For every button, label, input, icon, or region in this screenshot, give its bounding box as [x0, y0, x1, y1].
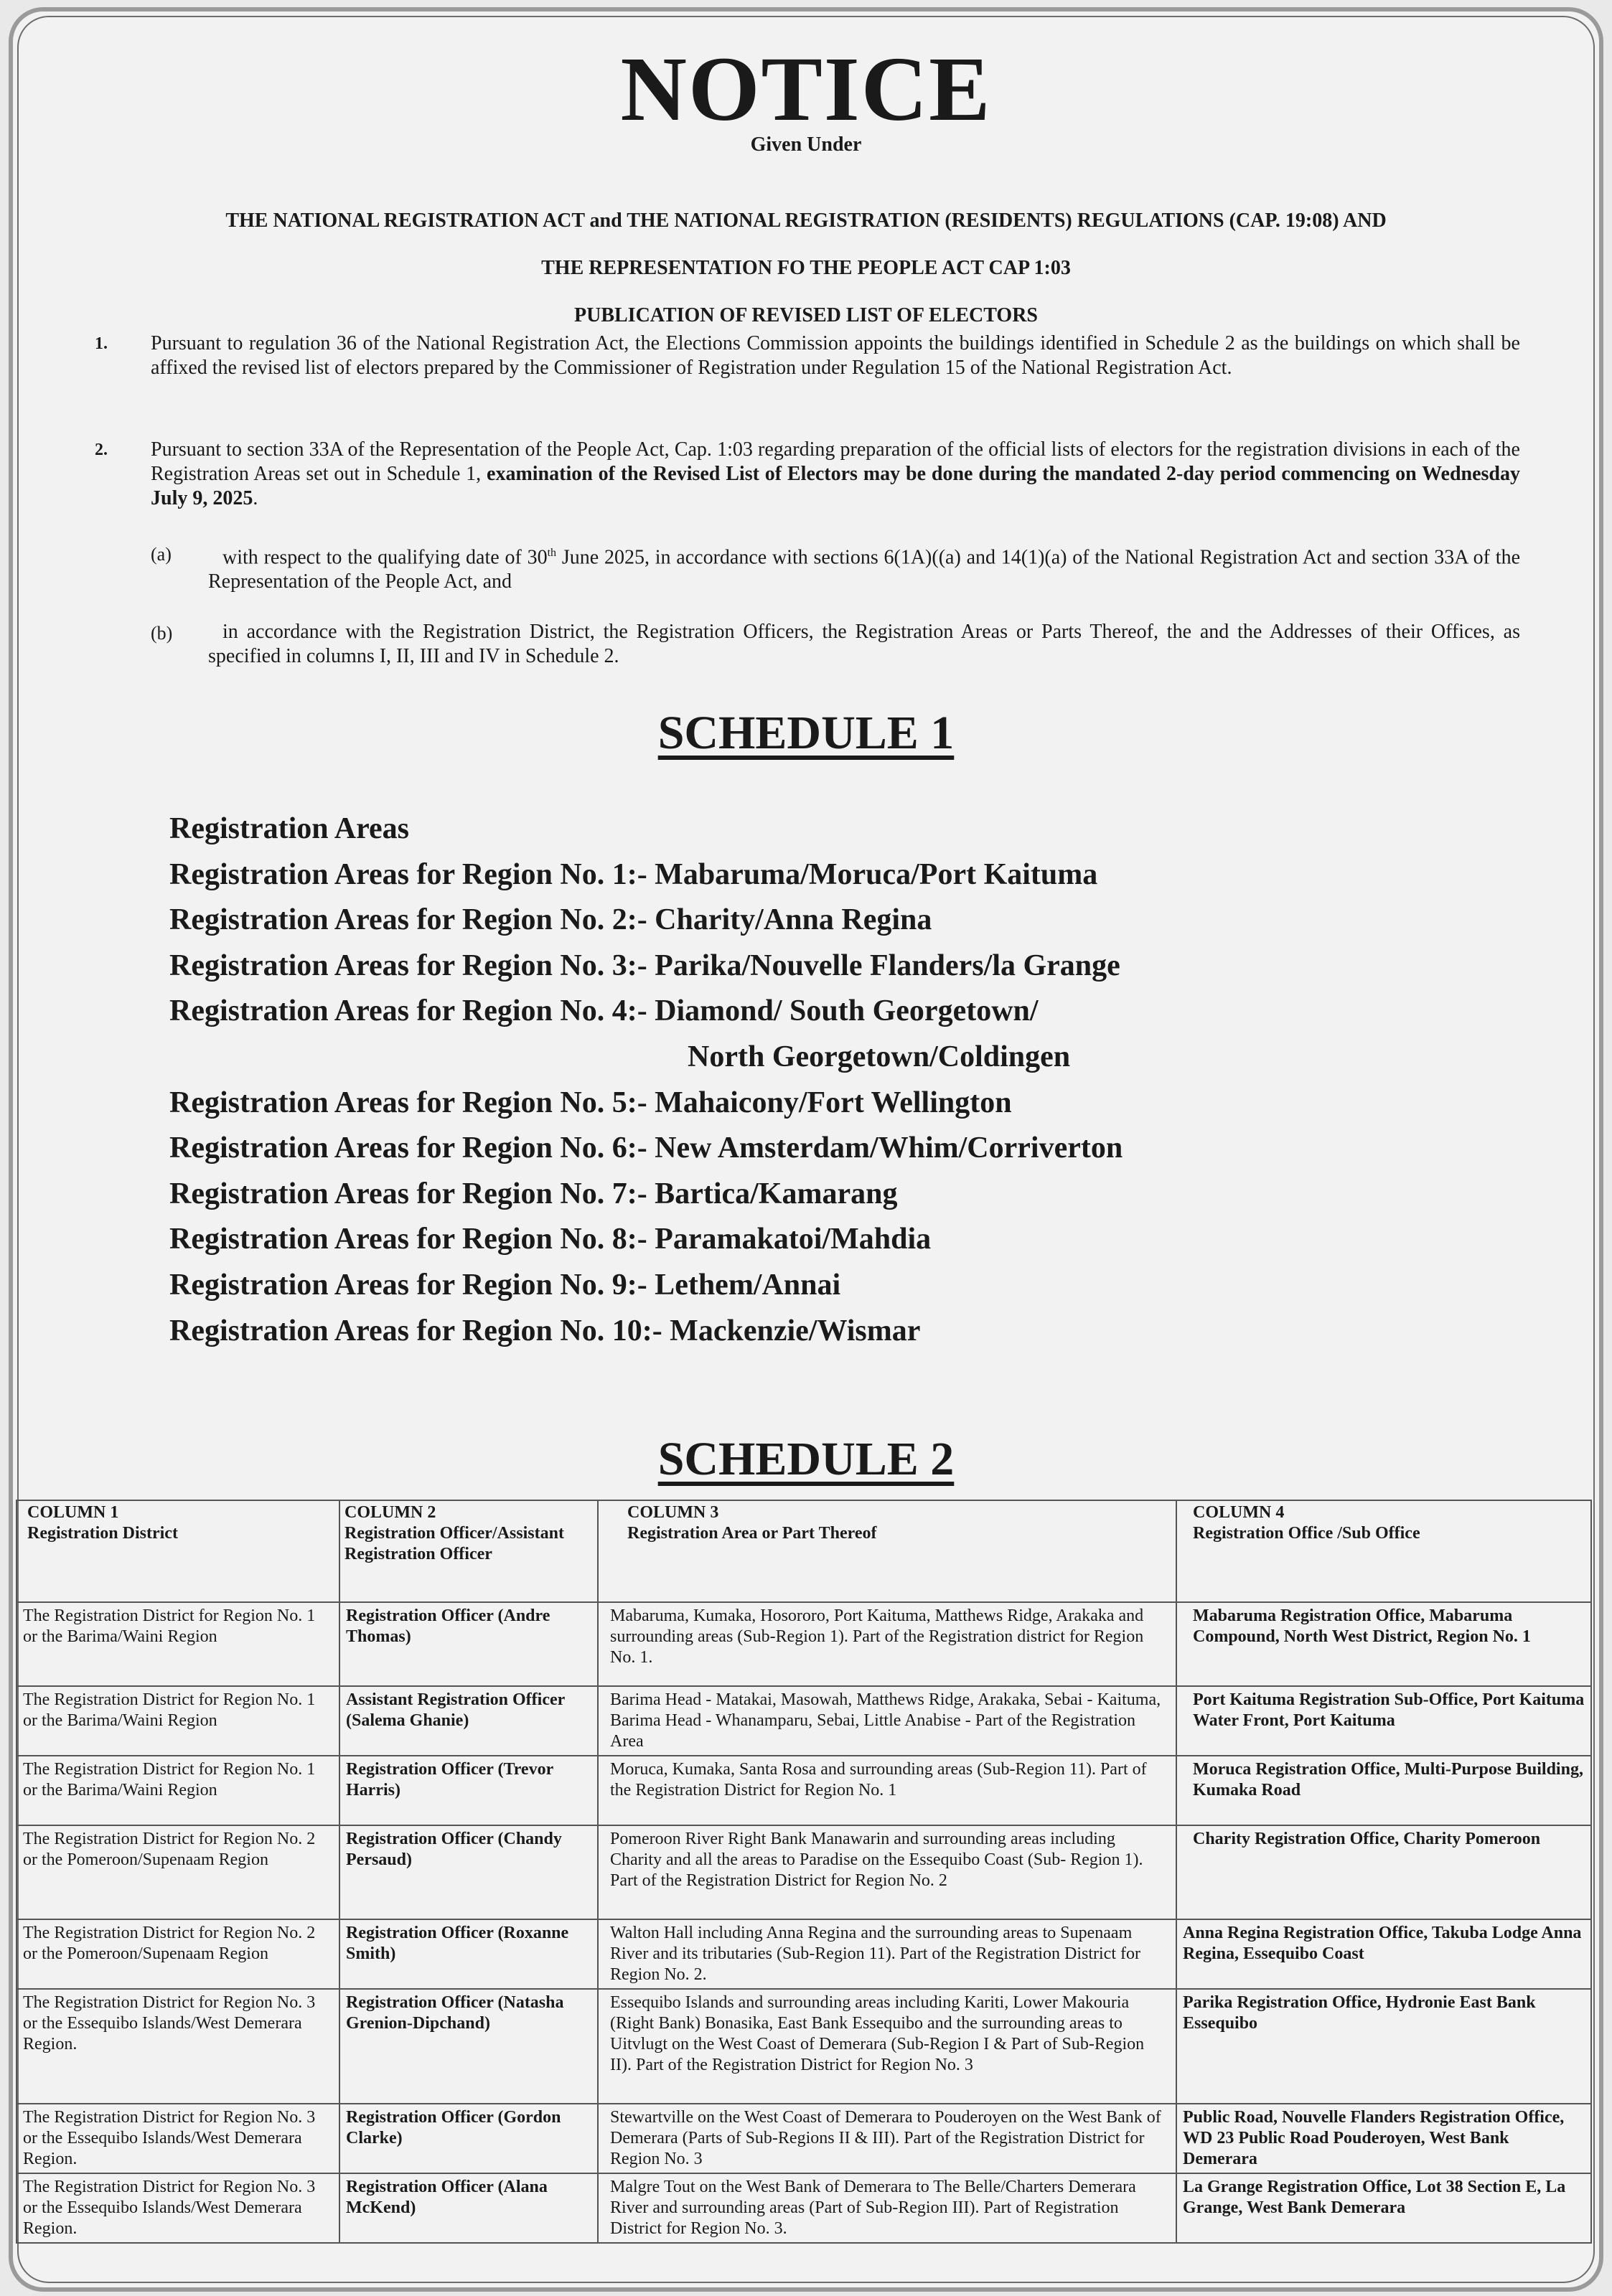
office-cell: La Grange Registration Office, Lot 38 Section E, La Grange, West Bank Demerara [1176, 2173, 1591, 2243]
schedule-1-heading: SCHEDULE 1 [657, 707, 955, 759]
schedule-2-heading: SCHEDULE 2 [657, 1433, 955, 1485]
schedule-1-line: Registration Areas for Region No. 8:- Paramakatoi/Mahdia [169, 1223, 932, 1256]
district-cell: The Registration District for Region No. 2 or the Pomeroon/Supenaam Region [17, 1825, 339, 1919]
table-row [17, 2104, 1591, 2173]
clause-a-text-1: with respect to the qualifying date of 30 [222, 546, 548, 569]
notice-title: NOTICE [620, 38, 992, 140]
office-cell: Parika Registration Office, Hydronie East Bank Essequibo [1176, 1989, 1591, 2104]
clause-a-label: (a) [151, 544, 172, 565]
column-4-header [1176, 1500, 1591, 1602]
officer-cell: Registration Officer (Chandy Persaud) [339, 1825, 598, 1919]
schedule-2-table [16, 1500, 1592, 2244]
table-header-row [17, 1500, 1591, 1602]
officer-cell: Registration Officer (Trevor Harris) [339, 1756, 598, 1825]
table-row [17, 2173, 1591, 2243]
clause-a-sup: th [547, 547, 557, 559]
column-2-header [339, 1500, 598, 1602]
district-cell: The Registration District for Region No. 3 or the Essequibo Islands/West Demerara Region. [17, 2104, 339, 2173]
clause-b: in accordance with the Registration District, the Registration Officers, the Registration Areas or Parts Thereof, the and the Addresses of their Offices, as specified in columns I, II, III and IV in Schedule 2. [208, 621, 1520, 667]
column-2-number: COLUMN 2 [345, 1503, 436, 1522]
table-row [17, 1602, 1591, 1686]
column-1-title: Registration District [27, 1524, 178, 1543]
schedule-1-line: Registration Areas for Region No. 3:- Parika/Nouvelle Flanders/la Grange [169, 949, 1120, 982]
district-cell: The Registration District for Region No. 1 or the Barima/Waini Region [17, 1756, 339, 1825]
table-row [17, 1825, 1591, 1919]
office-cell: Charity Registration Office, Charity Pomeroon [1176, 1825, 1591, 1919]
column-3-number: COLUMN 3 [627, 1503, 719, 1522]
schedule-1-line: Registration Areas [169, 812, 410, 845]
table-row [17, 1919, 1591, 1989]
clause-a [208, 541, 1520, 594]
area-cell: Malgre Tout on the West Bank of Demerara to The Belle/Charters Demerara River and surrounding areas (Part of Sub-Region III). Part of Registration District for Region No. 3. [598, 2173, 1176, 2243]
district-cell: The Registration District for Region No. 1 or the Barima/Waini Region [17, 1602, 339, 1686]
schedule-1-line: Registration Areas for Region No. 4:- Diamond/ South Georgetown/ [169, 994, 1039, 1028]
schedule-1-line: Registration Areas for Region No. 2:- Charity/Anna Regina [169, 903, 932, 937]
paragraph-2-number: 2. [95, 441, 108, 459]
office-cell: Mabaruma Registration Office, Mabaruma Compound, North West District, Region No. 1 [1176, 1602, 1591, 1686]
column-3-title: Registration Area or Part Thereof [627, 1524, 877, 1543]
act-line-2: THE REPRESENTATION FO THE PEOPLE ACT CAP 1:03 [541, 257, 1071, 279]
paragraph-2-end: . [253, 487, 258, 509]
table-row [17, 1686, 1591, 1756]
area-cell: Essequibo Islands and surrounding areas including Kariti, Lower Makouria (Right Bank) Bonasika, East Bank Essequibo and the surrounding areas to Uitvlugt on the West Coast of Demerara (Sub-Region I & Part of Sub-Region II). Part of the Registration District for Region No. 3 [598, 1989, 1176, 2104]
office-cell: Anna Regina Registration Office, Takuba Lodge Anna Regina, Essequibo Coast [1176, 1919, 1591, 1989]
column-2-title: Registration Officer/Assistant Registration Officer [345, 1524, 564, 1563]
area-cell: Stewartville on the West Coast of Demerara to Pouderoyen on the West Bank of Demerara (Parts of Sub-Regions II & III). Part of the Registration District for Region No. 3 [598, 2104, 1176, 2173]
table-row [17, 1756, 1591, 1825]
paragraph-1: Pursuant to regulation 36 of the National Registration Act, the Elections Commission appoints the buildings identified in Schedule 2 as the buildings on which shall be affixed the revised list of electors prepared by the Commissioner of Registration under Regulation 15 of the National Registration Act. [151, 332, 1520, 379]
given-under: Given Under [750, 133, 862, 156]
district-cell: The Registration District for Region No. 1 or the Barima/Waini Region [17, 1686, 339, 1756]
area-cell: Walton Hall including Anna Regina and the surrounding areas to Supenaam River and its tributaries (Sub-Region 11). Part of the Registration District for Region No. 2. [598, 1919, 1176, 1989]
paragraph-1-number: 1. [95, 334, 108, 353]
area-cell: Moruca, Kumaka, Santa Rosa and surrounding areas (Sub-Region 11). Part of the Registration District for Region No. 1 [598, 1756, 1176, 1825]
clause-a-text-2: June 2025, in accordance with sections 6(1A)((a) and 14(1)(a) of the National Registration Act and section 33A of the Representation of the People Act, and [208, 546, 1520, 593]
area-cell: Mabaruma, Kumaka, Hosororo, Port Kaituma, Matthews Ridge, Arakaka and surrounding areas (Sub-Region 1). Part of the Registration district for Region No. 1. [598, 1602, 1176, 1686]
schedule-1-line: Registration Areas for Region No. 9:- Lethem/Annai [169, 1268, 841, 1302]
column-4-number: COLUMN 4 [1193, 1503, 1285, 1522]
paragraph-2-text: Pursuant to section 33A of the Representation of the People Act, Cap. 1:03 regarding preparation of the official lists of electors for the registration divisions in each of the Registration Areas set out in Schedule 1, [151, 438, 1520, 485]
schedule-1-line: Registration Areas for Region No. 6:- New Amsterdam/Whim/Corriverton [169, 1131, 1123, 1165]
schedule-1-line: Registration Areas for Region No. 7:- Bartica/Kamarang [169, 1177, 898, 1210]
publication-heading: PUBLICATION OF REVISED LIST OF ELECTORS [574, 304, 1038, 326]
office-cell: Port Kaituma Registration Sub-Office, Port Kaituma Water Front, Port Kaituma [1176, 1686, 1591, 1756]
district-cell: The Registration District for Region No. 3 or the Essequibo Islands/West Demerara Region. [17, 2173, 339, 2243]
area-cell: Pomeroon River Right Bank Manawarin and surrounding areas including Charity and all the areas to Paradise on the Essequibo Coast (Sub- Region 1). Part of the Registration District for Region No. 2 [598, 1825, 1176, 1919]
schedule-1-line: Registration Areas for Region No. 1:- Mabaruma/Moruca/Port Kaituma [169, 857, 1098, 891]
schedule-1-line: Registration Areas for Region No. 5:- Mahaicony/Fort Wellington [169, 1086, 1012, 1119]
paragraph-2 [151, 438, 1520, 511]
act-line-1: THE NATIONAL REGISTRATION ACT and THE NATIONAL REGISTRATION (RESIDENTS) REGULATIONS (CAP. 19:08) AND [225, 210, 1387, 232]
office-cell: Moruca Registration Office, Multi-Purpose Building, Kumaka Road [1176, 1756, 1591, 1825]
table-row [17, 1989, 1591, 2104]
schedule-1-line: North Georgetown/Coldingen [688, 1040, 1071, 1073]
clause-b-label: (b) [151, 623, 173, 644]
schedule-1-line: Registration Areas for Region No. 10:- Mackenzie/Wismar [169, 1314, 921, 1347]
column-4-title: Registration Office /Sub Office [1193, 1524, 1420, 1543]
officer-cell: Registration Officer (Alana McKend) [339, 2173, 598, 2243]
officer-cell: Registration Officer (Gordon Clarke) [339, 2104, 598, 2173]
officer-cell: Registration Officer (Andre Thomas) [339, 1602, 598, 1686]
officer-cell: Assistant Registration Officer (Salema Ghanie) [339, 1686, 598, 1756]
district-cell: The Registration District for Region No. 2 or the Pomeroon/Supenaam Region [17, 1919, 339, 1989]
column-1-header [17, 1500, 339, 1602]
schedule-1-list [169, 806, 1123, 1354]
district-cell: The Registration District for Region No. 3 or the Essequibo Islands/West Demerara Region. [17, 1989, 339, 2104]
officer-cell: Registration Officer (Roxanne Smith) [339, 1919, 598, 1989]
paragraph-2-bold: examination of the Revised List of Electors may be done during the mandated 2-day period commencing on Wednesday July 9, 2025 [151, 463, 1520, 509]
column-3-header [598, 1500, 1176, 1602]
officer-cell: Registration Officer (Natasha Grenion-Dipchand) [339, 1989, 598, 2104]
area-cell: Barima Head - Matakai, Masowah, Matthews Ridge, Arakaka, Sebai - Kaituma, Barima Head - Whanamparu, Sebai, Little Anabise - Part of the Registration Area [598, 1686, 1176, 1756]
column-1-number: COLUMN 1 [27, 1503, 119, 1522]
office-cell: Public Road, Nouvelle Flanders Registration Office, WD 23 Public Road Pouderoyen, West Bank Demerara [1176, 2104, 1591, 2173]
